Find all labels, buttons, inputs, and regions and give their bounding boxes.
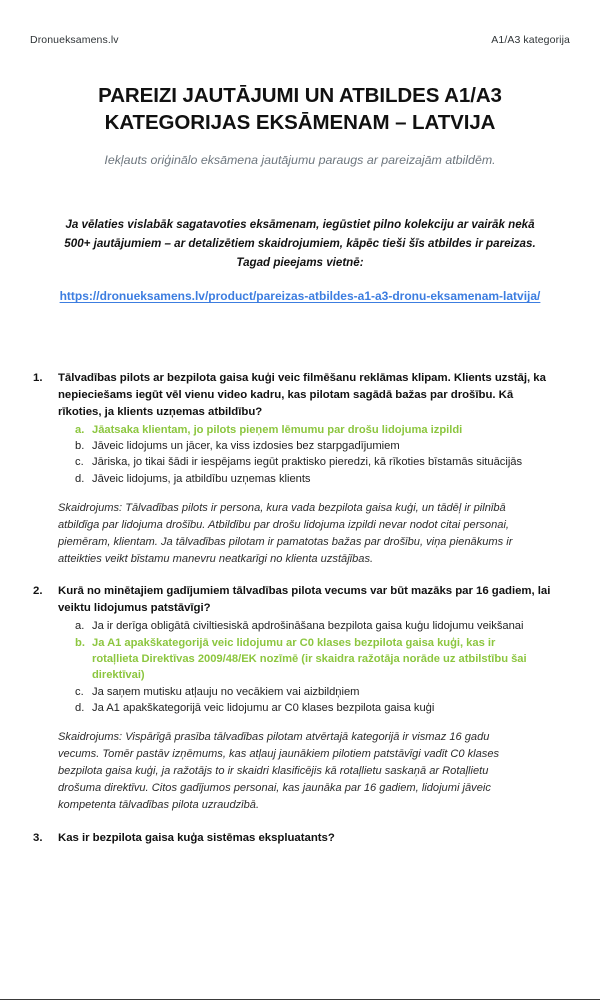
answer-option[interactable]	[75, 618, 540, 634]
answer-options	[0, 422, 570, 487]
question-block	[0, 583, 570, 813]
page-subtitle: Iekļauts oriģinālo eksāmena jautājumu paraugs ar pareizajām atbildēm.	[104, 152, 496, 167]
answer-text: Jāatsaka klientam, jo pilots pieņem lēmumu par drošu lidojuma izpildi	[92, 423, 463, 436]
header-site-name: Dronueksamens.lv	[30, 34, 119, 46]
question-number: 1.	[33, 372, 43, 384]
answer-text: Ja A1 apakškategorijā veic lidojumu ar C0 klases bezpilota gaisa kuģi	[92, 701, 435, 714]
question-text: Tālvadības pilots ar bezpilota gaisa kuģi veic filmēšanu reklāmas klipam. Klients uzstāj, ka nepieciešams iegūt vēl vienu video kadru, kas pilotam sagādā bažas par drošību. Kā rīkoties, ja klients uzņemas atbildību?	[58, 372, 546, 418]
product-link[interactable]: https://dronueksamens.lv/product/pareizas-atbildes-a1-a3-dronu-eksamenam-latvija/	[59, 289, 541, 303]
answer-option[interactable]	[75, 438, 540, 454]
explanation-text: Skaidrojums: Vispārīgā prasība tālvadības pilotam atvērtajā kategorijā ir vismaz 16 gadu vecums. Tomēr pastāv izņēmums, kas atļauj jaunākiem pilotiem patstāvīgi vadīt C0 klases bezpilota gaisa kuģi, ja ražotājs to ir skaidri klasificējis kā rotaļlietu saskaņā ar Rotaļlietu drošuma direktīvu. Citos gadījumos personai, kas jaunāka par 16 gadiem, lidojumi jāveic kompetenta tālvadības pilota uzraudzībā.	[58, 731, 500, 811]
answer-text: Ja ir derīga obligātā civiltiesiskā apdrošināšana bezpilota gaisa kuģu lidojumu veikšanai	[92, 620, 524, 633]
answer-option[interactable]	[75, 471, 540, 487]
question-row	[0, 583, 570, 617]
answer-text: Jāriska, jo tikai šādi ir iespējams iegūt praktisko pieredzi, kā rīkoties bīstamās situācijās	[92, 456, 523, 469]
answer-text: Ja A1 apakškategorijā veic lidojumu ar C0 klases bezpilota gaisa kuģi, kas ir rotaļlieta Direktīvas 2009/48/EK nozīmē (ir skaidra ražotāja norāde uz atbilstību šai direktīvai)	[92, 636, 527, 682]
answer-letter: b.	[75, 439, 85, 452]
answer-option[interactable]	[75, 700, 540, 716]
answer-option-correct[interactable]	[75, 422, 540, 438]
question-block	[0, 830, 570, 847]
running-header	[30, 34, 570, 46]
title-block	[44, 82, 556, 168]
question-row	[0, 370, 570, 421]
answer-text: Ja saņem mutisku atļauju no vecākiem vai aizbildņiem	[92, 685, 360, 698]
answer-text: Jāveic lidojums un jācer, ka viss izdosies bez starpgadījumiem	[92, 439, 400, 452]
question-number: 2.	[33, 585, 43, 598]
explanation-text: Skaidrojums: Tālvadības pilots ir persona, kura vada bezpilota gaisa kuģi, un tādēļ ir pilnībā atbildīga par lidojuma drošību. Atbildību par drošu lidojuma izpildi nevar nodot citai personai, piemēram, klientam. Ja tālvadības pilotam ir pamatotas bažas par drošību, viņa pienākums ir atteikties veikt bīstamu manevru neatkarīgi no klienta uzstājības.	[58, 502, 513, 565]
answer-letter: a.	[75, 423, 85, 436]
answer-letter: b.	[75, 636, 85, 649]
answer-option[interactable]	[75, 684, 540, 700]
question-block	[0, 370, 570, 567]
question-text: Kurā no minētajiem gadījumiem tālvadības pilota vecums var būt mazāks par 16 gadiem, lai veiktu lidojumus patstāvīgi?	[58, 585, 551, 615]
question-text: Kas ir bezpilota gaisa kuģa sistēmas ekspluatants?	[58, 831, 335, 844]
promo-paragraph: Ja vēlaties vislabāk sagatavoties eksāmenam, iegūstiet pilno kolekciju ar vairāk nekā 500+ jautājumiem – ar detalizētiem skaidrojumiem, kāpēc tieši šīs atbildes ir pareizas. Tagad pieejams vietnē:	[64, 218, 536, 269]
answer-options	[0, 618, 570, 716]
questions-list	[0, 370, 600, 846]
answer-option-correct[interactable]	[75, 635, 540, 684]
answer-letter: d.	[75, 472, 85, 485]
header-category-label: A1/A3 kategorija	[491, 34, 570, 46]
question-row	[0, 830, 570, 847]
answer-letter: c.	[75, 456, 84, 469]
question-number: 3.	[33, 831, 43, 844]
answer-option[interactable]	[75, 454, 540, 470]
answer-letter: c.	[75, 685, 84, 698]
page-title: PAREIZI JAUTĀJUMI UN ATBILDES A1/A3 KATEGORIJAS EKSĀMENAM – LATVIJA	[98, 84, 502, 135]
promo-link-wrapper	[44, 287, 556, 306]
answer-letter: d.	[75, 701, 85, 714]
answer-letter: a.	[75, 620, 85, 633]
answer-text: Jāveic lidojums, ja atbildību uzņemas klients	[92, 472, 311, 485]
